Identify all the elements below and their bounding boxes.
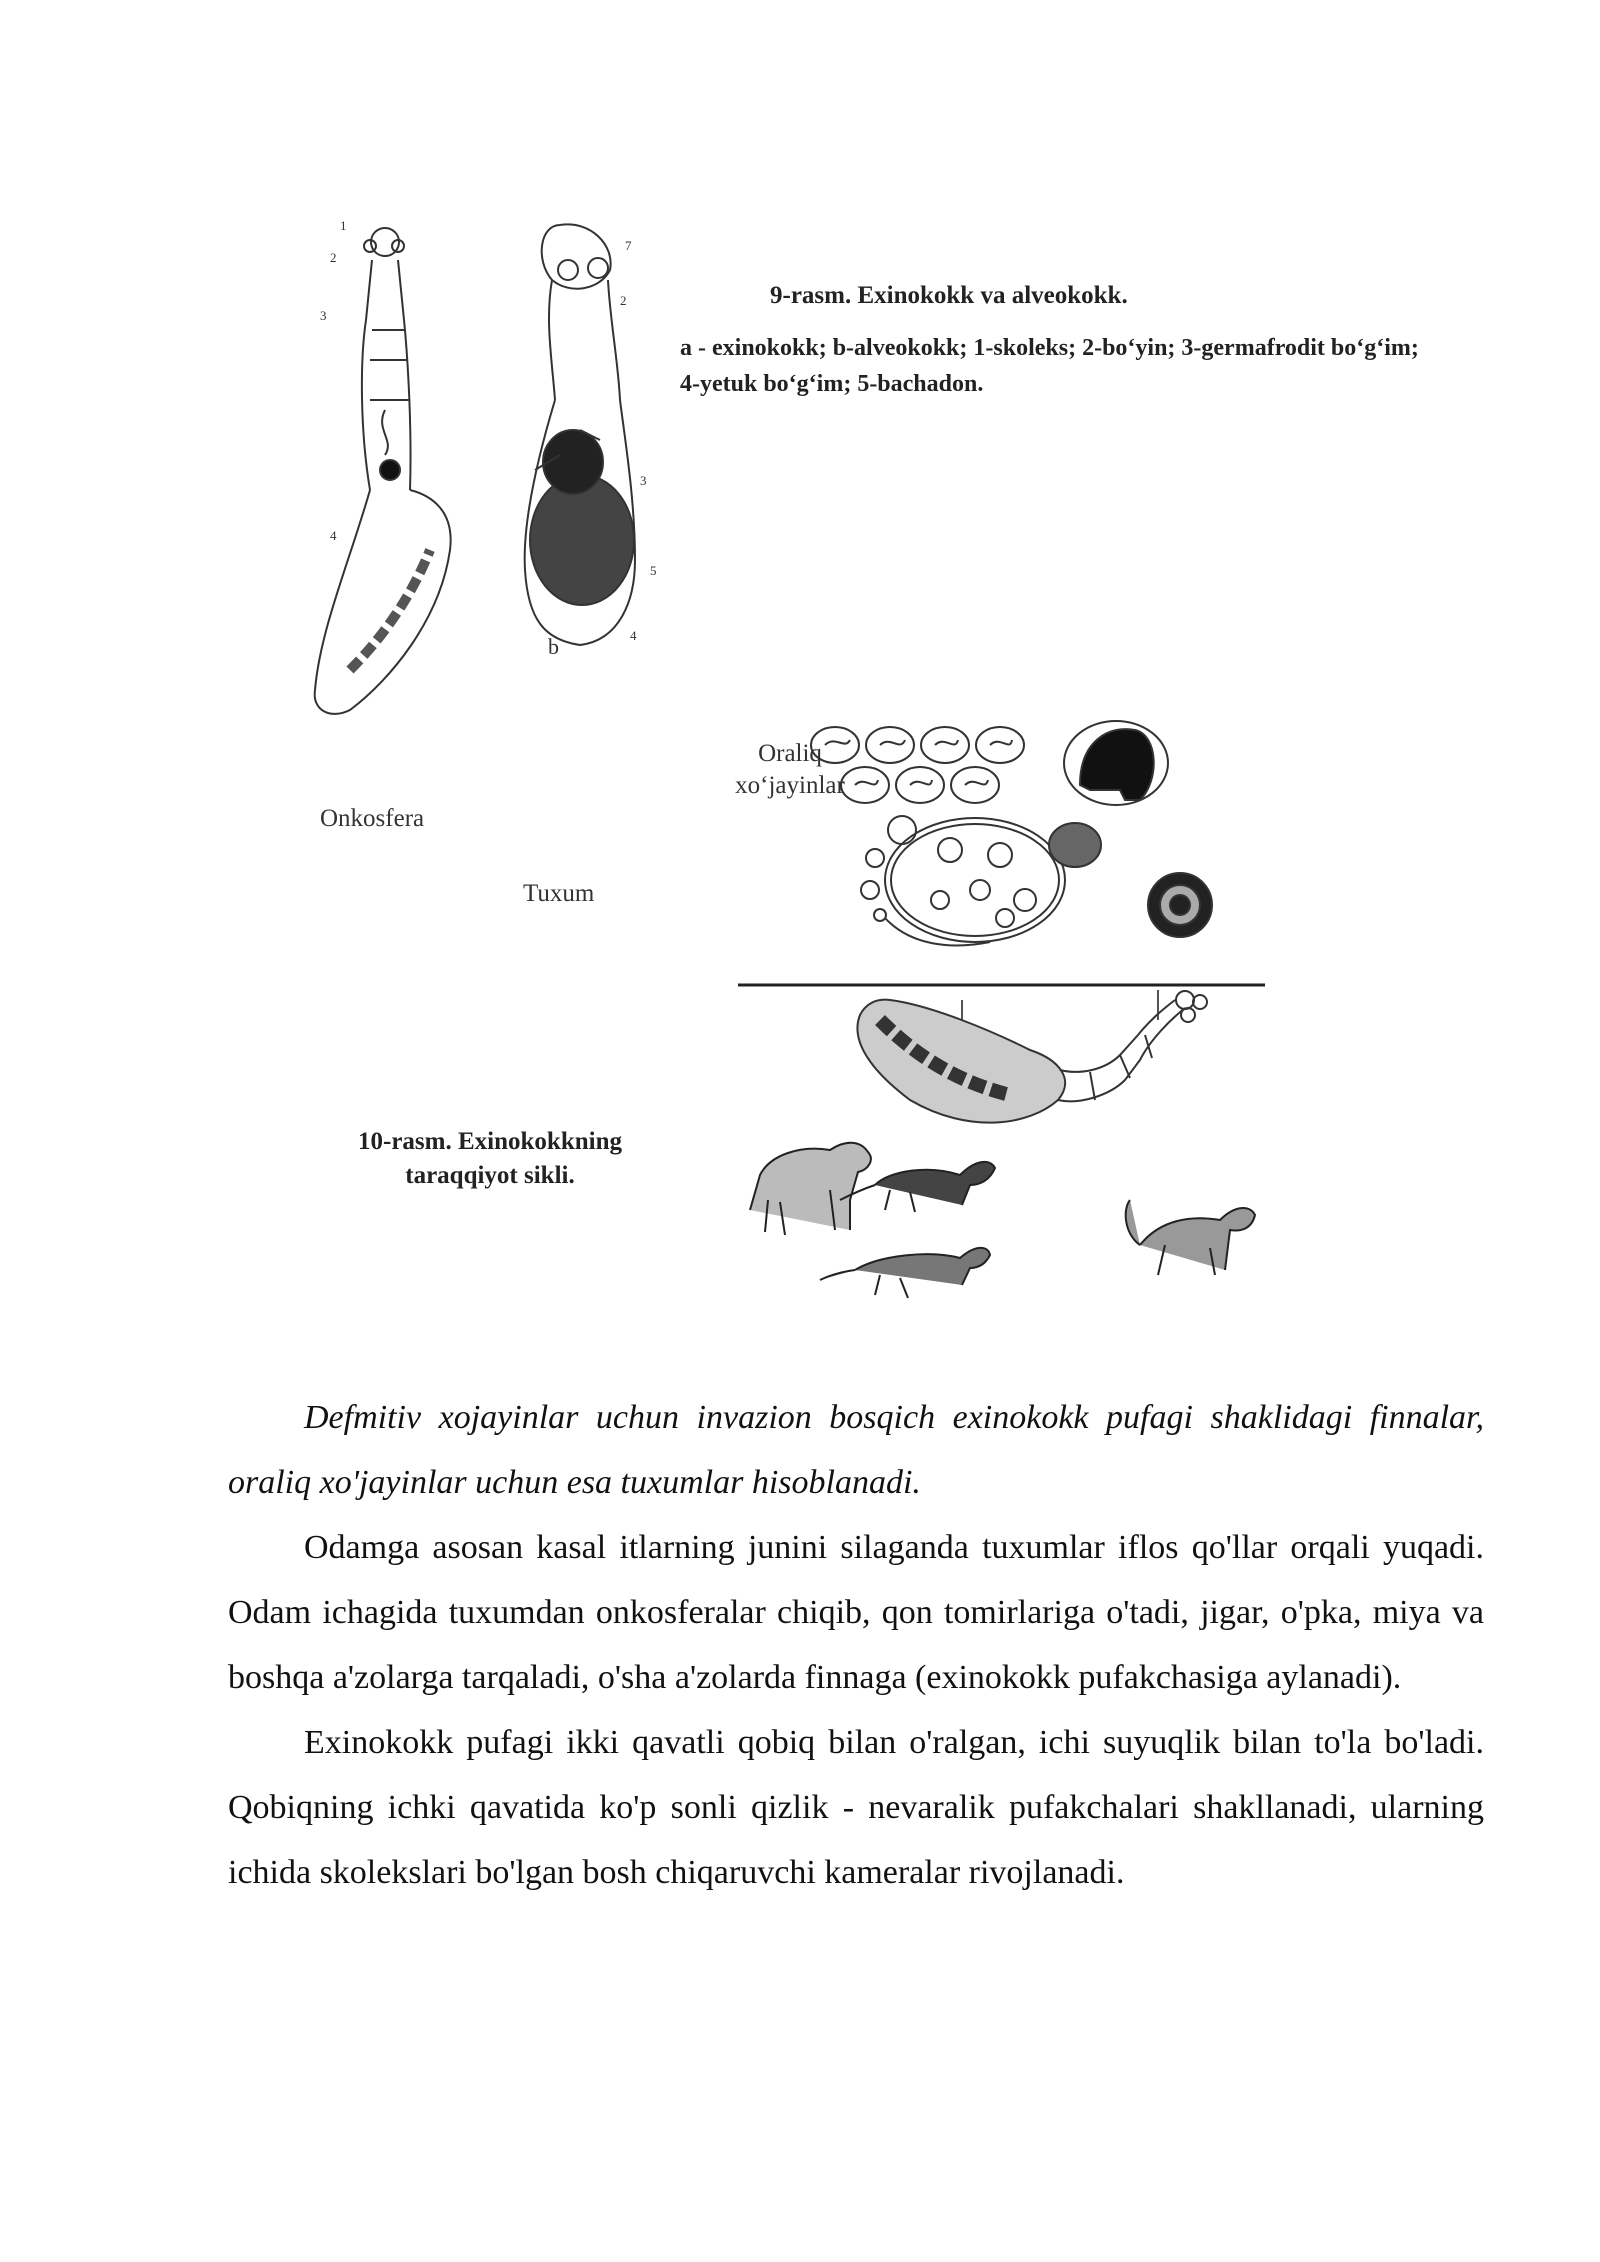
paragraph-3: Exinokokk pufagi ikki qavatli qobiq bilan o'ralgan, ichi suyuqlik bilan to'la bo'ladi. Qobiqning ichki qavatida ko'p sonli qizlik - nevaralik pufakchalari shakllanadi, ularning ichida skolekslari bo'lgan bosh chiqaruvchi kameralar rivojlanadi. [228,1724,1484,1891]
svg-text:2: 2 [620,293,627,308]
label-oncosphere: Onkosfera [320,805,425,832]
figure-9-title: 9-rasm. Exinokokk va alveokokk. [770,282,1128,309]
adult-worm-drawing [857,991,1207,1123]
figure-illustration [290,200,1419,1320]
label-egg: Tuxum [523,880,595,907]
body-text [228,1385,1484,1905]
figure-marker-b: b [548,634,559,659]
label-intermediate-hosts: Oraliq xo‘jayinlar [735,740,845,799]
human-head-drawing [1064,721,1168,805]
svg-text:4: 4 [630,628,637,643]
svg-text:3: 3 [320,308,327,323]
svg-text:4: 4 [330,528,337,543]
echinococcus-worm-drawing [315,218,451,714]
definitive-hosts-drawing [750,1143,1255,1298]
svg-text:7: 7 [625,238,632,253]
svg-text:5: 5 [650,563,657,578]
svg-text:2: 2 [330,250,337,265]
paragraph-2: Odamga asosan kasal itlarning junini silaganda tuxumlar iflos qo'llar orqali yuqadi. Odam ichagida tuxumdan onkosferalar chiqib, qon tomirlariga o'tadi, jigar, o'pka, miya va boshqa a'zolarga tarqaladi, o'sha a'zolarda finnaga (exinokokk pufakchasiga aylanadi). [228,1529,1484,1696]
alveococcus-worm-drawing [525,224,657,645]
figure-10-caption: 10-rasm. Exinokokkning taraqqiyot sikli. [358,1128,622,1189]
svg-text:1: 1 [340,218,347,233]
hydatid-cyst-drawing [861,816,1212,945]
figure-9-legend: a - exinokokk; b-alveokokk; 1-skoleks; 2-bo‘yin; 3-germafrodit bo‘g‘im; 4-yetuk bo‘g‘im; 5-bachadon. [680,335,1419,397]
paragraph-1: Defmitiv xojayinlar uchun invazion bosqich exinokokk pufagi shaklidagi finnalar, oraliq xo'jayinlar uchun esa tuxumlar hisoblanadi. [228,1399,1484,1501]
svg-text:3: 3 [640,473,647,488]
